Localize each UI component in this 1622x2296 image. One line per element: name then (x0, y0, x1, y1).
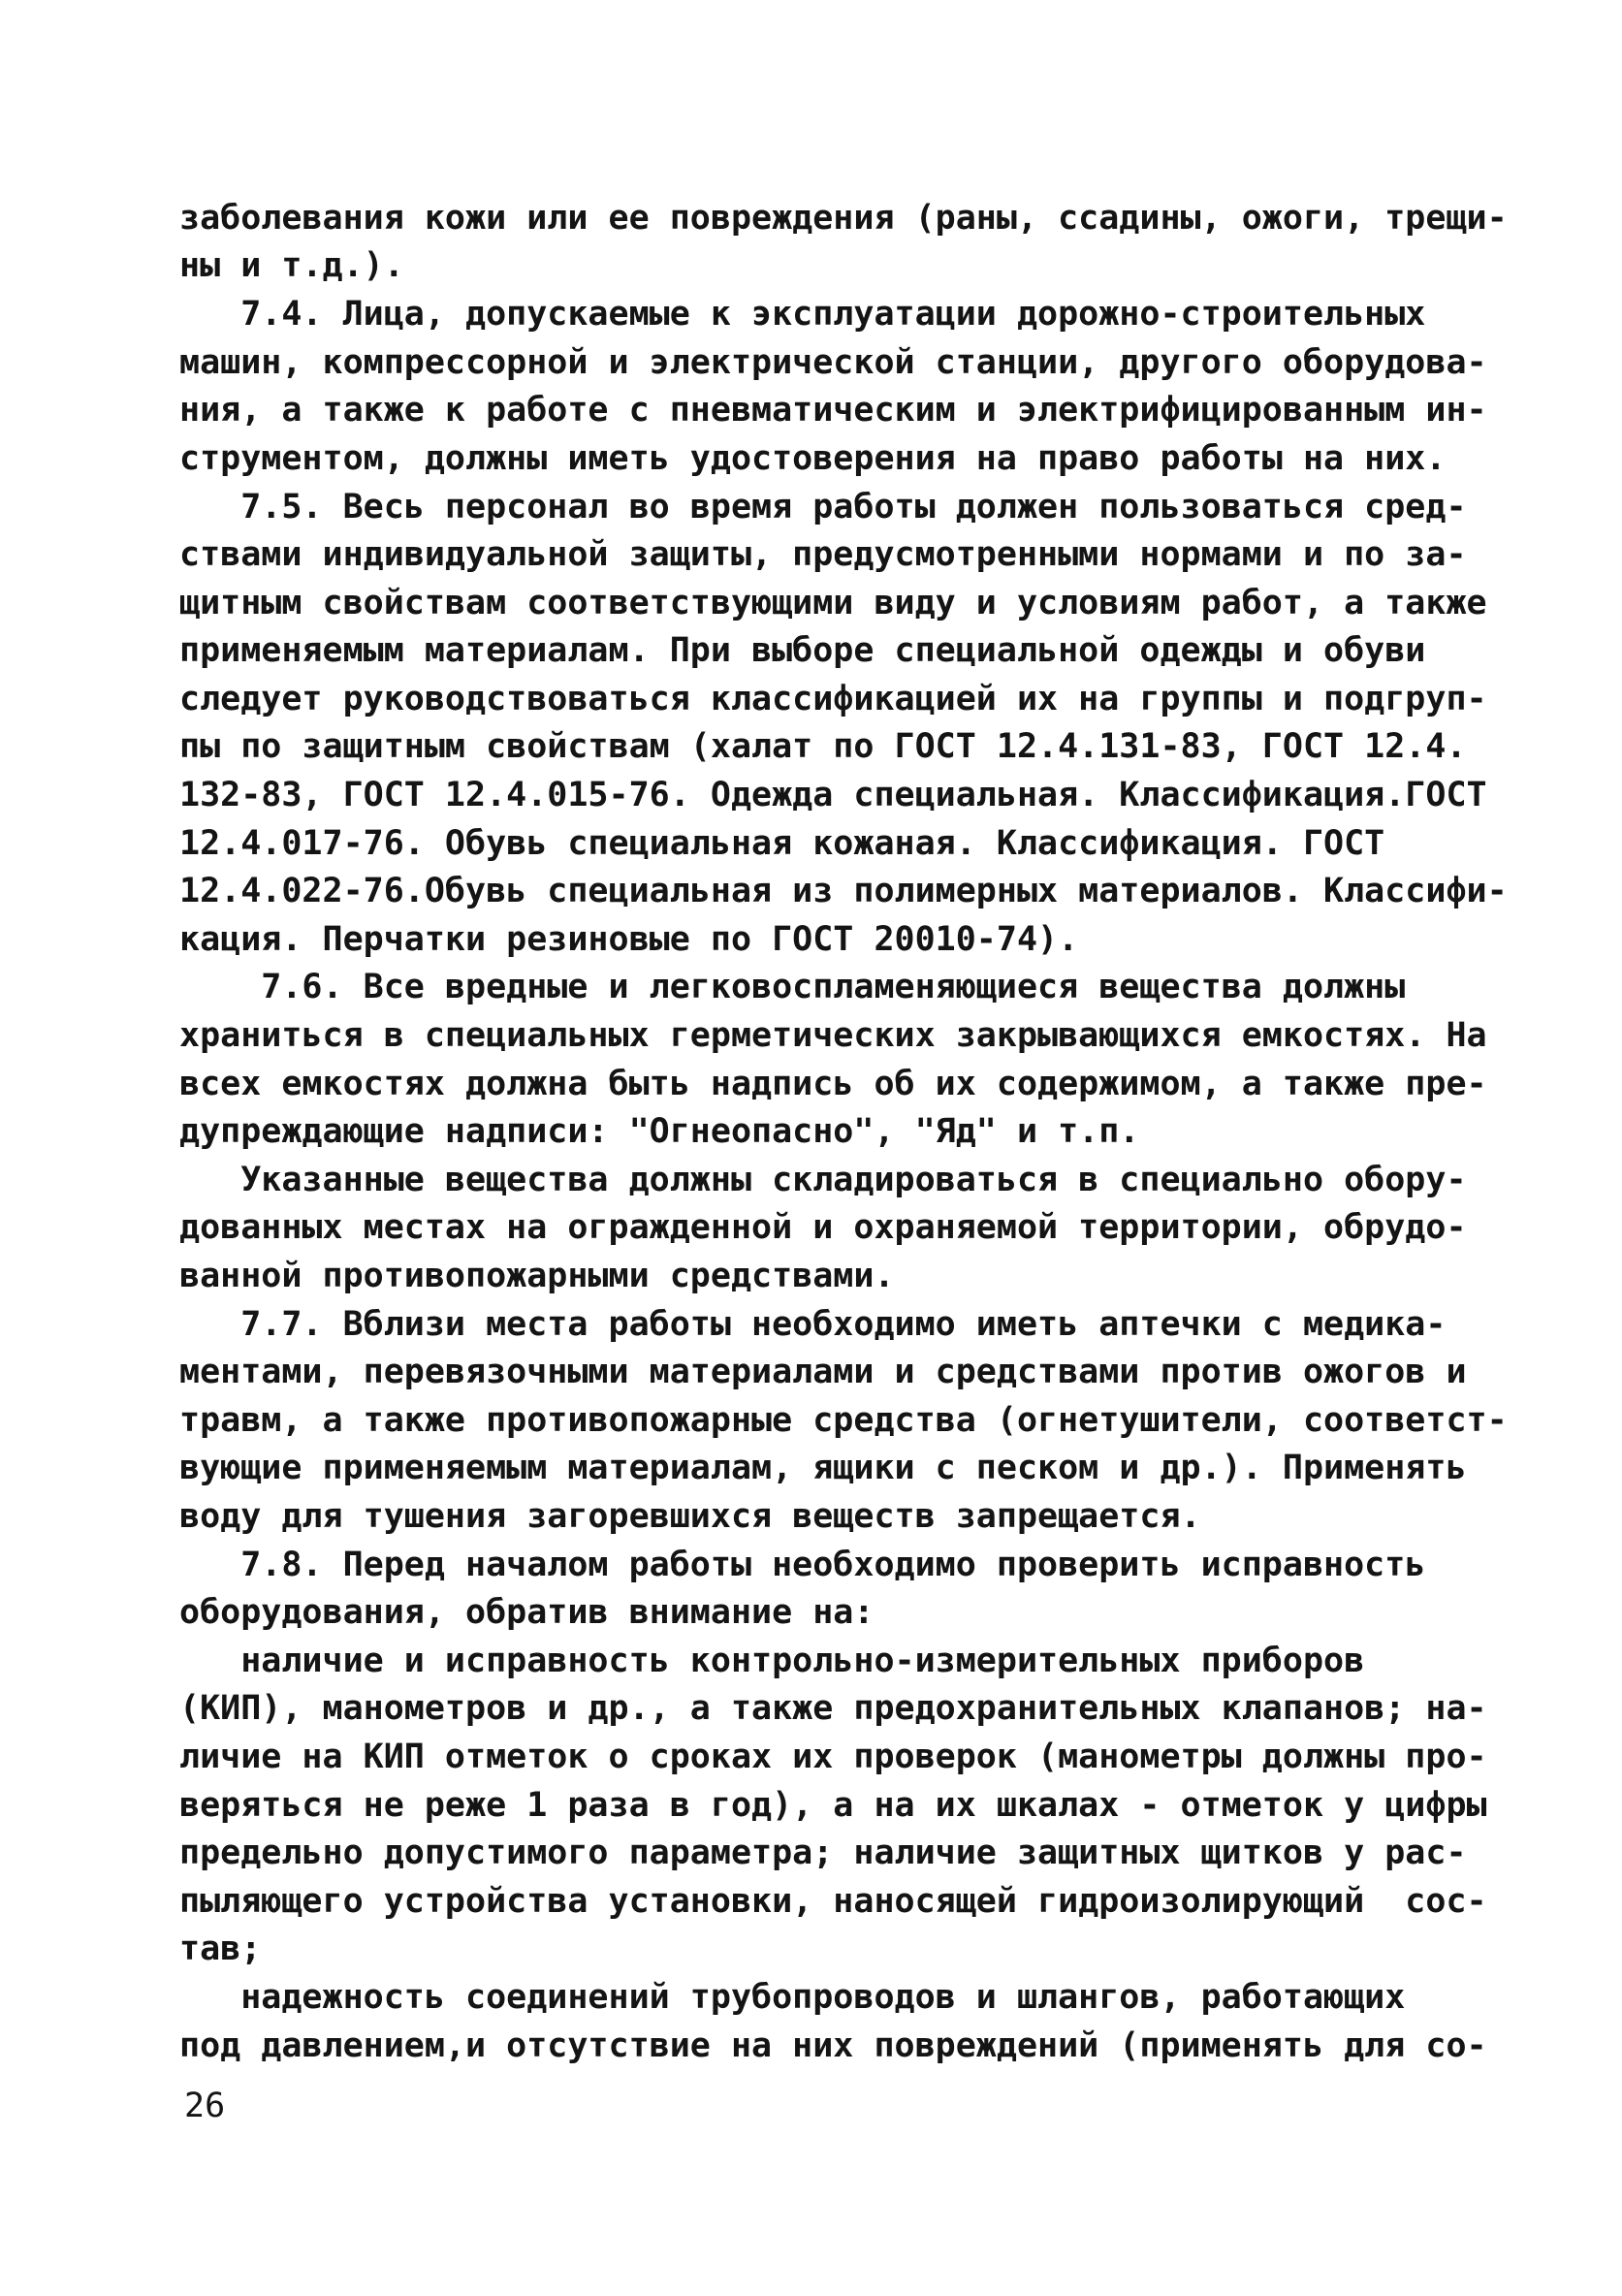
text-line: предельно допустимого параметра; наличие защитных щитков у рас- (179, 1834, 1467, 1872)
text-line: Указанные вещества должны складироваться в специально обору- (179, 1161, 1467, 1199)
text-line: дупреждающие надписи: "Огнеопасно", "Яд" и т.п. (179, 1112, 1140, 1151)
text-line: тав; (179, 1929, 262, 1968)
text-line: ния, а также к работе с пневматическим и электрифицированным ин- (179, 391, 1487, 430)
text-line: воду для тушения загоревшихся веществ запрещается. (179, 1497, 1201, 1536)
text-line: дованных местах на огражденной и охраняемой территории, обрудо- (179, 1208, 1467, 1247)
text-line: наличие и исправность контрольно-измерительных приборов (179, 1642, 1365, 1680)
text-line: применяемым материалам. При выборе специальной одежды и обуви (179, 631, 1426, 670)
text-line: пыляющего устройства установки, наносящей гидроизолирующий сос- (179, 1882, 1487, 1921)
text-line: оборудования, обратив внимание на: (179, 1593, 875, 1632)
text-line: травм, а также противопожарные средства (огнетушители, соответст- (179, 1401, 1508, 1440)
text-line: всех емкостях должна быть надпись об их содержимом, а также пре- (179, 1065, 1487, 1103)
text-line: 7.4. Лица, допускаемые к эксплуатации дорожно-строительных (179, 295, 1426, 334)
text-line: 12.4.022-76.Обувь специальная из полимерных материалов. Классифи- (179, 872, 1508, 910)
text-line: щитным свойствам соответствующими виду и условиям работ, а также (179, 584, 1487, 622)
text-line: ментами, перевязочными материалами и средствами против ожогов и (179, 1353, 1467, 1391)
text-line: вующие применяемым материалам, ящики с песком и др.). Применять (179, 1449, 1467, 1487)
text-line: машин, компрессорной и электрической станции, другого оборудова- (179, 343, 1487, 382)
text-line: 12.4.017-76. Обувь специальная кожаная. Классификация. ГОСТ (179, 824, 1385, 863)
text-line: личие на КИП отметок о сроках их проверок (манометры должны про- (179, 1738, 1487, 1776)
text-line: 7.7. Вблизи места работы необходимо иметь аптечки с медика- (179, 1305, 1447, 1344)
text-line: пы по защитным свойствам (халат по ГОСТ 12.4.131-83, ГОСТ 12.4. (179, 727, 1467, 766)
text-line: струментом, должны иметь удостоверения на право работы на них. (179, 439, 1447, 478)
page-number: 26 (184, 2087, 226, 2125)
text-line: храниться в специальных герметических закрывающихся емкостях. На (179, 1016, 1487, 1055)
text-line: под давлением,и отсутствие на них повреждений (применять для со- (179, 2026, 1487, 2065)
text-line: 7.8. Перед началом работы необходимо проверить исправность (179, 1546, 1426, 1584)
text-line: заболевания кожи или ее повреждения (раны, ссадины, ожоги, трещи- (179, 199, 1508, 238)
text-line: кация. Перчатки резиновые по ГОСТ 20010-74). (179, 920, 1079, 959)
text-line: надежность соединений трубопроводов и шлангов, работающих (179, 1978, 1406, 2017)
text-line: (КИП), манометров и др., а также предохранительных клапанов; на- (179, 1689, 1487, 1728)
text-line: 7.5. Весь персонал во время работы должен пользоваться сред- (179, 488, 1467, 526)
text-line: 132-83, ГОСТ 12.4.015-76. Одежда специальная. Классификация.ГОСТ (179, 776, 1487, 814)
text-line: веряться не реже 1 раза в год), а на их шкалах - отметок у цифры (179, 1786, 1487, 1825)
text-line: следует руководствоваться классификацией их на группы и подгруп- (179, 680, 1487, 718)
text-line: ны и т.д.). (179, 246, 404, 285)
text-line: ствами индивидуальной защиты, предусмотренными нормами и по за- (179, 535, 1467, 574)
text-line: ванной противопожарными средствами. (179, 1257, 895, 1295)
text-line: 7.6. Все вредные и легковоспламеняющиеся вещества должны (179, 968, 1406, 1006)
